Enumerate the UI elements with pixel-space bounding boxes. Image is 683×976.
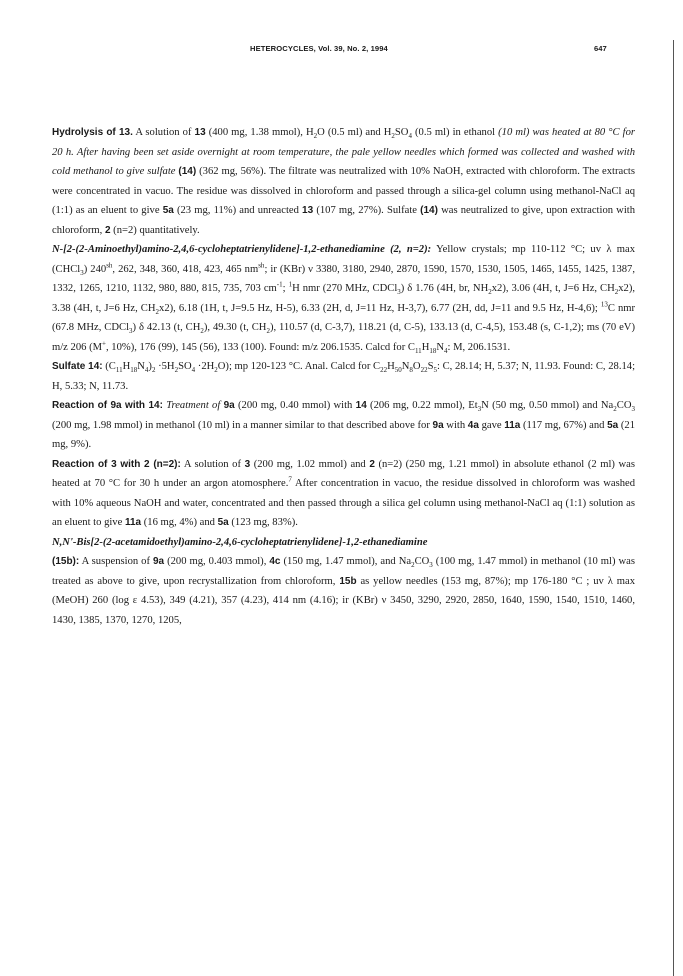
compound-ref: 5a xyxy=(217,517,229,528)
compound-ref: 14 xyxy=(355,400,367,411)
paragraph-compound-15b: N,N'-Bis[2-(2-acetamidoethyl)amino-2,4,6-cycloheptatrienylidene]-1,2-ethanediamine (15b): A suspension of 9a (200 mg, 0.403 mmol), 4c (150 mg, 1.47 mmol), and $Na_2CO_3$ (100 mg, 1.47 mmol) in methanol (10 ml) was treated as above to give, upon recrystallization from chloroform, 15b as yellow needles (153 mg, 87%); mp 176-180 °C ; uv λ max (MeOH) 260 (log ε 4.53), 349 (4.21), 357 (4.23), 414 nm (4.16); ir (KBr) ν 3450, 3290, 2920, 2850, 1640, 1590, 1540, 1510, 1460, 1430, 1385, 1370, 1270, 1205, xyxy=(52,536,635,626)
compound-ref: (15b): xyxy=(52,556,80,567)
journal-citation: HETEROCYCLES, Vol. 39, No. 2, 1994 xyxy=(250,44,388,53)
compound-ref: 5a xyxy=(162,205,174,216)
section-heading: N-[2-(2-Aminoethyl)amino-2,4,6-cycloheptatrienylidene]-1,2-ethanediamine (2, n=2): xyxy=(52,244,432,255)
section-heading: Reaction of 3 with 2 (n=2): xyxy=(52,458,181,470)
article-body xyxy=(52,123,635,630)
compound-ref: 4c xyxy=(269,556,281,567)
scan-edge-line xyxy=(673,40,674,976)
compound-ref: 2 xyxy=(104,224,111,236)
section-heading: Hydrolysis of 13. xyxy=(52,127,133,138)
compound-ref: 4a xyxy=(467,419,479,431)
compound-ref: 5a xyxy=(607,419,619,431)
paragraph-reaction-9a-14: Reaction of 9a with 14: Treatment of 9a (200 mg, 0.40 mmol) with 14 (206 mg, 0.22 mmol), $Et_3N$ (50 mg, 0.50 mmol) and $Na_2CO_3$ (200 mg, 1.98 mmol) in methanol (10 ml) in a manner similar to that described above for 9a with 4a gave 11a (117 mg, 67%) and 5a (21 mg, 9%). xyxy=(52,400,636,450)
compound-ref: (14) xyxy=(178,166,197,177)
section-heading: N,N'-Bis[2-(2-acetamidoethyl)amino-2,4,6-cycloheptatrienylidene]-1,2-ethanediamine xyxy=(52,536,428,548)
compound-ref: 11a xyxy=(124,517,142,528)
compound-ref: 15b xyxy=(339,575,357,587)
compound-ref: (14) xyxy=(420,205,438,216)
paragraph-sulfate-14: Sulfate 14: $(C_{11}H_{18}N_4)_2 \cdot 5H_2SO_4 \cdot 2H_2O$); mp 120-123 °C. Anal. Calcd for $C_{22}H_{50}N_8O_{22}S_5$: C, 28.14; H, 5.37; N, 11.93. Found: C, 28.14; H, 5.33; N, 11.73. xyxy=(52,361,636,392)
paragraph-compound-2: N-[2-(2-Aminoethyl)amino-2,4,6-cycloheptatrienylidene]-1,2-ethanediamine (2, n=2): Yellow crystals; mp 110-112 °C; uv λ max (CHCl$_3$) $240^{sh}$, 262, 348, 360, 418, 423, 465 $nm^{sh}$; ir (KBr) ν 3380, 3180, 2940, 2870, 1590, 1570, 1530, 1505, 1465, 1455, 1425, 1387, 1332, 1265, 1210, 1132, 980, 880, 815, 735, 703 $cm^{-1}$; $^1$H nmr (270 MHz, CDCl$_3$) δ 1.76 (4H, br, $NH_2x2$), 3.06 (4H, t, J=6 Hz, $CH_2x2$), 3.38 (4H, t, J=6 Hz, $CH_2x2$), 6.18 (1H, t, J=9.5 Hz, H-5), 6.33 (2H, d, J=11 Hz, H-3,7), 6.77 (2H, dd, J=11 and 9.5 Hz, H-4,6); $^{13}$C nmr (67.8 MHz, CDCl$_3$) δ 42.13 (t, $CH_2$), 49.30 (t, $CH_2$), 110.57 (d, C-3,7), 118.21 (d, C-5), 133.13 (d, C-4,5), 153.48 (s, C-1,2); ms (70 eV) m/z 206 (M+, 10%), 176 (99), 145 (56), 133 (100). Found: m/z 206.1535. Calcd for $C_{11}H_{18}N_4$: M, 206.1531. xyxy=(52,244,636,355)
section-heading: Reaction of 9a with 14: xyxy=(52,400,163,411)
compound-ref: 3 xyxy=(244,458,251,470)
page-number: 647 xyxy=(594,44,607,53)
compound-ref: 2 xyxy=(369,458,375,470)
paragraph-reaction-3-2: Reaction of 3 with 2 (n=2): A solution of 3 (200 mg, 1.02 mmol) and 2 (n=2) (250 mg, 1.21 mmol) in absolute ethanol (2 ml) was heated at 70 °C for 30 h under an argon atomosphere.$^7$ After concentration in vacuo, the residue dissolved in chloroform was washed with 10% aqueous NaOH and water, concentrated and then passed through a silica gel column using methanol-NaCl aq (1:1) solution as an eluent to give 11a (16 mg, 4%) and 5a (123 mg, 83%). xyxy=(52,458,635,528)
compound-ref: 9a xyxy=(223,400,235,411)
section-heading: Sulfate 14: xyxy=(52,361,103,372)
compound-ref: 11a xyxy=(504,419,521,431)
reference-marker: 7 xyxy=(288,475,292,484)
paragraph-hydrolysis: Hydrolysis of 13. A solution of 13 (400 mg, 1.38 mmol), $H_2O$ (0.5 ml) and $H_2SO_4$ (0.5 ml) in ethanol (10 ml) was heated at 80 °C for 20 h. After having been set aside overnight at room temperature, the pale yellow needles which formed was collected and washed with cold methanol to give sulfate (14) (362 mg, 56%). The filtrate was neutralized with 10% NaOH, extracted with chloroform. The extracts were concentrated in vacuo. The residue was dissolved in chloroform and passed through a silica-gel column using methanol-NaCl aq (1:1) as an eluent to give 5a (23 mg, 11%) and unreacted 13 (107 mg, 27%). Sulfate (14) was neutralized to give, upon extraction with chloroform, 2 (n=2) quantitatively. xyxy=(52,127,636,236)
running-header xyxy=(0,44,683,58)
compound-ref: 13 xyxy=(194,127,206,138)
compound-ref: 9a xyxy=(152,556,165,567)
compound-ref: 9a xyxy=(432,419,444,431)
compound-ref: 13 xyxy=(302,205,314,216)
